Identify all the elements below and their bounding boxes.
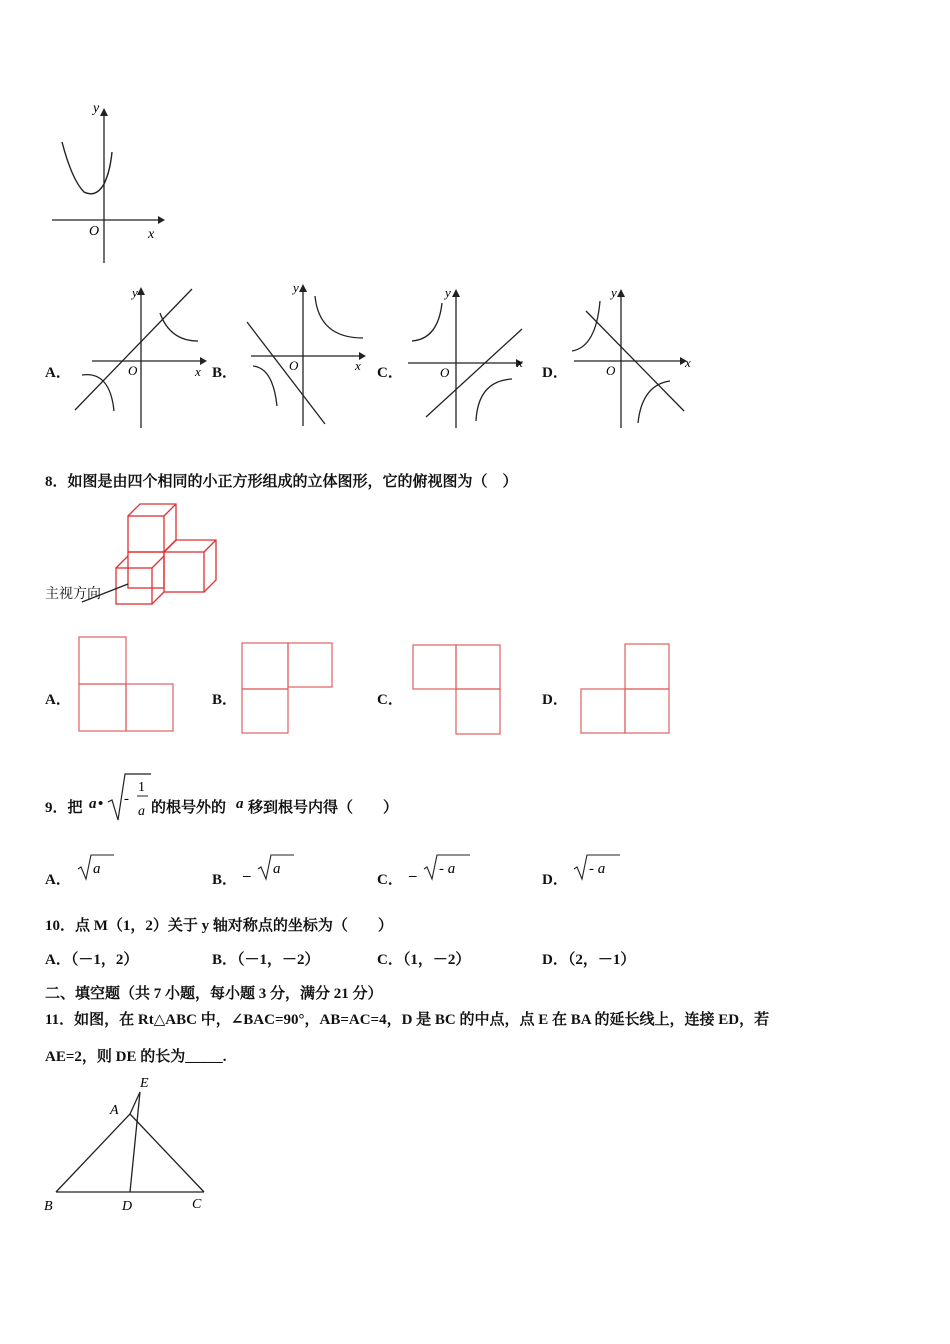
q10-option-d[interactable]: D．（2，－1） <box>542 952 636 968</box>
svg-text:a: a <box>93 861 101 877</box>
svg-text:y: y <box>445 285 451 300</box>
q8-option-b-label[interactable]: B． <box>212 692 238 708</box>
label-a: A <box>110 1103 119 1118</box>
q9-option-a-label[interactable]: A． <box>45 872 71 888</box>
q8-option-b-figure[interactable] <box>241 642 337 738</box>
svg-text:x: x <box>195 364 201 379</box>
svg-text:- a: - a <box>439 861 456 877</box>
y-label: y <box>93 101 100 116</box>
svg-text:O: O <box>606 363 616 378</box>
q9-suffix-1: 的根号外的 <box>151 800 227 816</box>
q8-option-c-figure[interactable] <box>412 644 504 738</box>
svg-text:-: - <box>124 791 129 807</box>
option-c-label[interactable]: C． <box>377 365 403 381</box>
svg-text:a: a <box>138 804 145 819</box>
origin-label: O <box>89 224 100 239</box>
q9-option-a-radical[interactable] <box>76 853 116 881</box>
triangle-figure <box>40 1070 220 1220</box>
svg-text:y: y <box>293 280 299 295</box>
q9-option-d-label[interactable]: D． <box>542 872 568 888</box>
option-d-label[interactable]: D． <box>542 365 568 381</box>
q9-option-c-label[interactable]: C． <box>377 872 403 888</box>
section-2-title: 二、填空题（共 7 小题，每小题 3 分，满分 21 分） <box>45 986 383 1002</box>
q8-option-c-label[interactable]: C． <box>377 692 403 708</box>
q9-a-var-2: a <box>236 796 244 812</box>
svg-text:a: a <box>273 861 281 877</box>
q8-option-a-label[interactable]: A． <box>45 692 71 708</box>
question-11-line1: 11．如图，在 Rt△ABC 中，∠BAC=90°，AB=AC=4，D 是 BC 的中点，点 E 在 BA 的延长线上，连接 ED，若 <box>45 1012 770 1028</box>
label-c: C <box>192 1197 202 1212</box>
q9-option-c-sign: – <box>409 868 417 884</box>
svg-text:1: 1 <box>138 780 145 795</box>
x-label: x <box>148 227 155 242</box>
q9-a-var: a <box>89 796 97 812</box>
q8-option-d-label[interactable]: D． <box>542 692 568 708</box>
q9-radical <box>106 770 152 824</box>
option-b-label[interactable]: B． <box>212 365 238 381</box>
svg-text:x: x <box>685 355 691 370</box>
question-9-prefix: 9．把 <box>45 800 83 816</box>
option-b-graph[interactable] <box>235 278 370 428</box>
q9-dot: • <box>98 796 104 812</box>
label-b: B <box>44 1199 53 1214</box>
svg-text:O: O <box>289 358 299 373</box>
svg-text:x: x <box>355 358 361 373</box>
q9-suffix-2: 移到根号内得（ ） <box>248 800 399 816</box>
svg-text:y: y <box>132 285 138 300</box>
q8-option-d-figure[interactable] <box>580 643 674 738</box>
option-a-label[interactable]: A． <box>45 365 71 381</box>
parabola-graph <box>40 98 170 268</box>
svg-text:- a: - a <box>589 861 606 877</box>
q9-option-b-sign: – <box>243 868 251 884</box>
q9-option-d-radical[interactable] <box>572 853 622 881</box>
svg-text:O: O <box>128 363 138 378</box>
question-8-text: 8．如图是由四个相同的小正方形组成的立体图形，它的俯视图为（ ） <box>45 474 518 490</box>
option-a-graph[interactable] <box>70 283 210 431</box>
question-11-line2: AE=2，则 DE 的长为_____. <box>45 1049 227 1065</box>
q10-option-c[interactable]: C．（1，－2） <box>377 952 471 968</box>
q9-option-c-radical[interactable] <box>422 853 472 881</box>
svg-text:O: O <box>440 365 450 380</box>
label-e: E <box>140 1076 149 1091</box>
q9-option-b-label[interactable]: B． <box>212 872 238 888</box>
q9-option-b-radical[interactable] <box>256 853 296 881</box>
direction-label: 主视方向 <box>45 586 101 602</box>
option-d-graph[interactable] <box>566 283 701 431</box>
label-d: D <box>122 1199 133 1214</box>
svg-text:x: x <box>517 355 523 370</box>
svg-text:y: y <box>611 285 617 300</box>
question-10-text: 10．点 M（1，2）关于 y 轴对称点的坐标为（ ） <box>45 918 393 934</box>
q8-option-a-figure[interactable] <box>78 636 178 736</box>
option-c-graph[interactable] <box>400 283 535 431</box>
q10-option-b[interactable]: B．（－1，－2） <box>212 952 320 968</box>
q10-option-a[interactable]: A．（－1，2） <box>45 952 139 968</box>
